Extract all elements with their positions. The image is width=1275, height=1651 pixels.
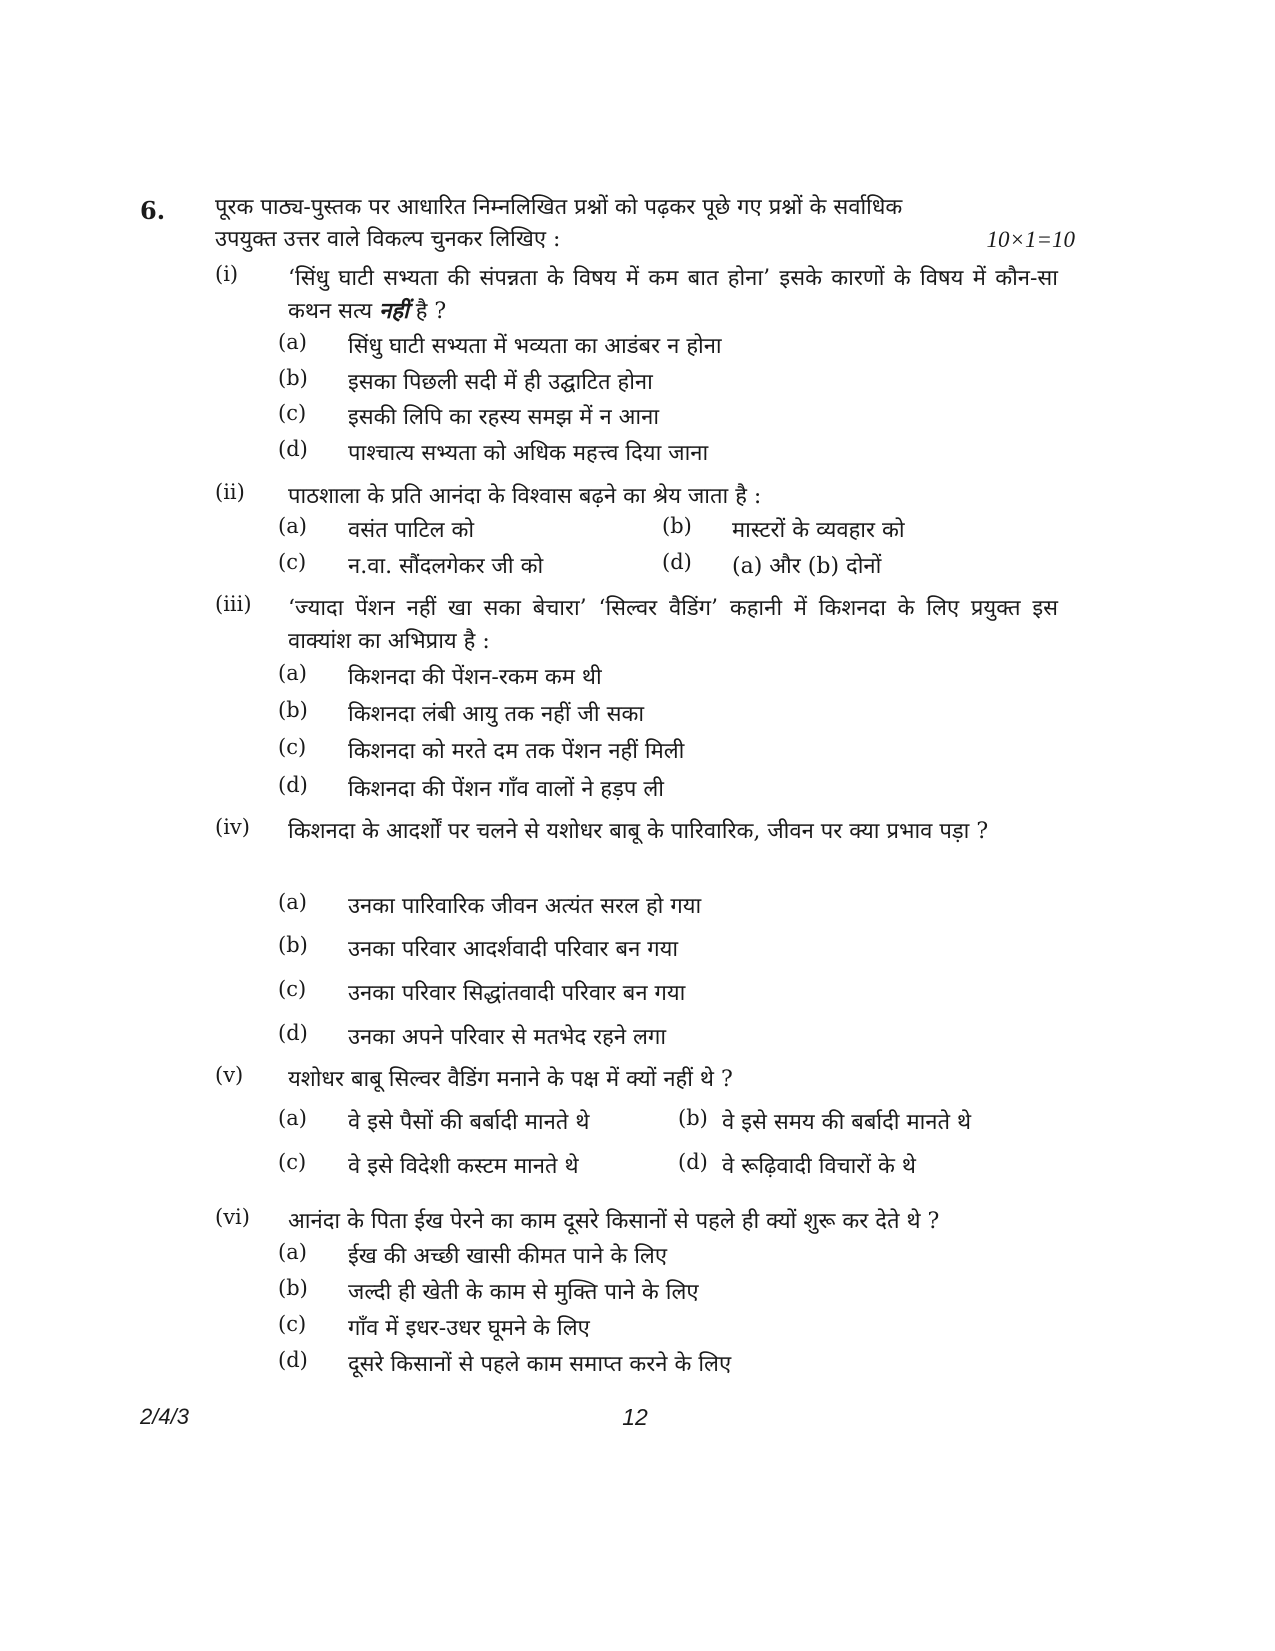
option-text: जल्दी ही खेती के काम से मुक्ति पाने के लिए [348, 1280, 699, 1305]
option-text: पाश्चात्य सभ्यता को अधिक महत्त्व दिया जाना [348, 441, 709, 466]
option-label: (c) [278, 401, 307, 425]
option-label: (c) [278, 735, 307, 759]
subquestion-text [288, 262, 1058, 328]
option-label: (b) [278, 933, 308, 957]
subquestion-text-part: है ? [408, 299, 447, 324]
subquestion-label: (iii) [215, 592, 252, 616]
option-label: (a) [278, 514, 307, 538]
paper-code: 2/4/3 [140, 1404, 189, 1429]
question-intro [215, 192, 1075, 256]
option-label: (b) [278, 1276, 308, 1300]
question-intro-line1: पूरक पाठ्य-पुस्तक पर आधारित निम्नलिखित प्रश्नों को पढ़कर पूछे गए प्रश्नों के सर्वाधिक [215, 195, 903, 220]
option-text: (a) और (b) दोनों [732, 554, 882, 579]
subquestion-label: (ii) [215, 480, 245, 504]
option-text: किशनदा को मरते दम तक पेंशन नहीं मिली [348, 739, 685, 764]
option-text: मास्टरों के व्यवहार को [732, 518, 905, 543]
option-text: वे इसे पैसों की बर्बादी मानते थे [348, 1110, 590, 1135]
option-text: किशनदा की पेंशन-रकम कम थी [348, 665, 602, 690]
subquestion-label: (i) [215, 262, 239, 286]
option-text: उनका परिवार आदर्शवादी परिवार बन गया [348, 937, 679, 962]
option-label: (a) [278, 1106, 307, 1130]
option-text: उनका पारिवारिक जीवन अत्यंत सरल हो गया [348, 894, 702, 919]
option-text: सिंधु घाटी सभ्यता में भव्यता का आडंबर न होना [348, 334, 722, 359]
subquestion-emphasis: नहीं [379, 298, 409, 324]
option-label: (b) [678, 1106, 708, 1130]
option-text: वे रूढ़िवादी विचारों के थे [722, 1154, 916, 1179]
subquestion-text: आनंदा के पिता ईख पेरने का काम दूसरे किसानों से पहले ही क्यों शुरू कर देते थे ? [288, 1209, 940, 1234]
option-text: न.वा. सौंदलगेकर जी को [348, 554, 544, 579]
subquestion-text: ‘ज्यादा पेंशन नहीं खा सका बेचारा’ ‘सिल्वर वैडिंग’ कहानी में किशनदा के लिए प्रयुक्त इस वाक्यांश का अभिप्राय है : [288, 596, 1058, 654]
option-text: किशनदा लंबी आयु तक नहीं जी सका [348, 702, 645, 727]
option-label: (a) [278, 661, 307, 685]
option-label: (d) [662, 550, 692, 574]
option-label: (d) [278, 1348, 308, 1372]
option-text: इसका पिछली सदी में ही उद्घाटित होना [348, 370, 653, 395]
subquestion-label: (v) [215, 1063, 244, 1087]
option-text: ईख की अच्छी खासी कीमत पाने के लिए [348, 1244, 668, 1269]
subquestion-text: किशनदा के आदर्शों पर चलने से यशोधर बाबू के पारिवारिक, जीवन पर क्या प्रभाव पड़ा ? [288, 819, 989, 844]
marks-allocation: 10×1=10 [986, 227, 1075, 252]
option-text: वसंत पाटिल को [348, 518, 475, 543]
option-label: (a) [278, 890, 307, 914]
subquestion-text: पाठशाला के प्रति आनंदा के विश्वास बढ़ने का श्रेय जाता है : [288, 484, 762, 509]
option-label: (a) [278, 330, 307, 354]
page-number: 12 [622, 1404, 648, 1430]
subquestion-label: (vi) [215, 1205, 250, 1229]
option-text: उनका अपने परिवार से मतभेद रहने लगा [348, 1025, 667, 1050]
question-intro-line2-row [215, 224, 1075, 256]
option-label: (c) [278, 977, 307, 1001]
option-label: (b) [662, 514, 692, 538]
option-label: (b) [278, 698, 308, 722]
option-text: उनका परिवार सिद्धांतवादी परिवार बन गया [348, 981, 686, 1006]
option-label: (d) [278, 773, 308, 797]
option-text: दूसरे किसानों से पहले काम समाप्त करने के लिए [348, 1352, 732, 1377]
option-label: (d) [278, 437, 308, 461]
option-text: इसकी लिपि का रहस्य समझ में न आना [348, 405, 660, 430]
option-label: (c) [278, 1312, 307, 1336]
option-label: (c) [278, 1150, 307, 1174]
option-text: किशनदा की पेंशन गाँव वालों ने हड़प ली [348, 777, 664, 802]
subquestion-text-part: ‘सिंधु घाटी सभ्यता की संपन्नता के विषय में कम बात होना’ इसके कारणों के विषय में कौन-सा कथन सत्य [288, 266, 1058, 324]
option-label: (a) [278, 1240, 307, 1264]
option-label: (b) [278, 366, 308, 390]
question-intro-line2: उपयुक्त उत्तर वाले विकल्प चुनकर लिखिए : [215, 227, 561, 252]
option-text: वे इसे विदेशी कस्टम मानते थे [348, 1154, 579, 1179]
option-label: (c) [278, 550, 307, 574]
option-text: गाँव में इधर-उधर घूमने के लिए [348, 1316, 590, 1341]
subquestion-text: यशोधर बाबू सिल्वर वैडिंग मनाने के पक्ष में क्यों नहीं थे ? [288, 1067, 733, 1092]
subquestion-label: (iv) [215, 815, 250, 839]
option-label: (d) [678, 1150, 708, 1174]
option-text: वे इसे समय की बर्बादी मानते थे [722, 1110, 972, 1135]
question-number: 6. [140, 196, 166, 225]
option-label: (d) [278, 1021, 308, 1045]
